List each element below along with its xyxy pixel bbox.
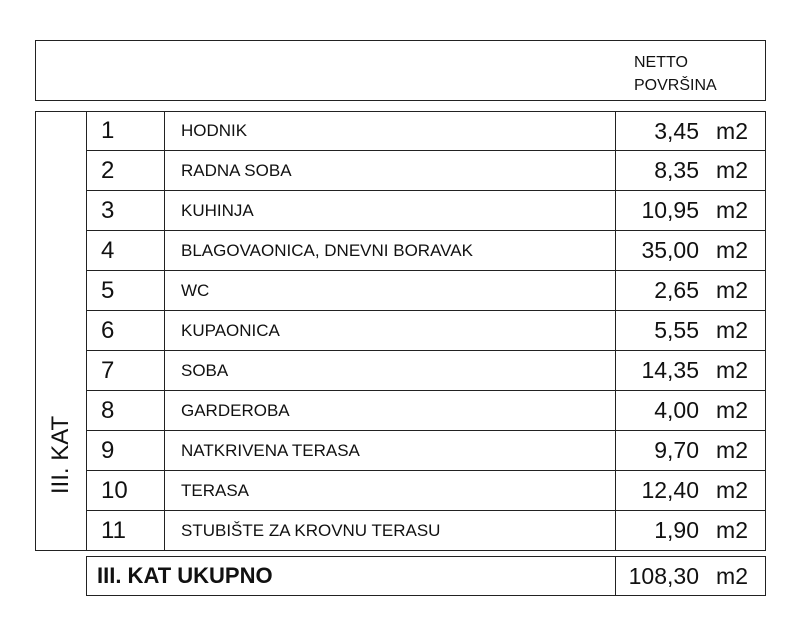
room-area-value: 14,35 (641, 357, 699, 383)
room-area-cell (616, 351, 765, 390)
room-area-cell (616, 112, 765, 150)
table-row (86, 391, 766, 431)
room-area-unit: m2 (716, 157, 748, 183)
room-area-cell (616, 191, 765, 230)
room-area-cell (616, 231, 765, 270)
total-area-cell (616, 557, 765, 595)
room-area-unit: m2 (716, 117, 748, 144)
room-area-unit: m2 (716, 517, 748, 543)
room-area-value: 12,40 (641, 477, 699, 503)
table-row (86, 191, 766, 231)
table-row (86, 151, 766, 191)
room-table (86, 111, 766, 551)
table-row (86, 231, 766, 271)
room-area-cell (616, 311, 765, 350)
table-row (86, 351, 766, 391)
floor-label: III. KAT (47, 415, 74, 495)
netto-area-header (634, 51, 717, 97)
header-line2: POVRŠINA (634, 77, 717, 94)
total-area-unit: m2 (716, 562, 748, 589)
room-area-value: 9,70 (654, 437, 699, 463)
room-area-unit: m2 (716, 237, 748, 263)
room-area-cell (616, 151, 765, 190)
room-area-cell (616, 471, 765, 510)
room-area-unit: m2 (716, 277, 748, 303)
room-number: 4 (87, 231, 165, 270)
table-row (86, 111, 766, 151)
room-area-unit: m2 (716, 397, 748, 423)
header-line1: NETTO (634, 54, 688, 71)
room-area-value: 10,95 (641, 197, 699, 223)
room-number: 1 (87, 112, 165, 150)
room-number: 8 (87, 391, 165, 430)
room-area-unit: m2 (716, 437, 748, 463)
room-name: KUPAONICA (165, 311, 616, 350)
room-area-value: 3,45 (654, 117, 699, 144)
room-area-value: 5,55 (654, 317, 699, 343)
room-area-value: 1,90 (654, 517, 699, 543)
total-label: III. KAT UKUPNO (87, 557, 616, 595)
table-row (86, 511, 766, 551)
room-name: NATKRIVENA TERASA (165, 431, 616, 470)
room-area-unit: m2 (716, 477, 748, 503)
room-name: WC (165, 271, 616, 310)
room-name: RADNA SOBA (165, 151, 616, 190)
room-number: 6 (87, 311, 165, 350)
room-name: KUHINJA (165, 191, 616, 230)
room-area-unit: m2 (716, 357, 748, 383)
room-name: HODNIK (165, 112, 616, 150)
room-name: BLAGOVAONICA, DNEVNI BORAVAK (165, 231, 616, 270)
room-number: 7 (87, 351, 165, 390)
total-area-value: 108,30 (628, 562, 699, 589)
table-row (86, 311, 766, 351)
total-row (86, 556, 766, 596)
table-row (86, 271, 766, 311)
room-number: 9 (87, 431, 165, 470)
room-area-value: 4,00 (654, 397, 699, 423)
room-number: 5 (87, 271, 165, 310)
room-name: GARDEROBA (165, 391, 616, 430)
room-name: SOBA (165, 351, 616, 390)
room-area-cell (616, 431, 765, 470)
room-number: 11 (87, 511, 165, 550)
room-name: STUBIŠTE ZA KROVNU TERASU (165, 511, 616, 550)
table-row (86, 471, 766, 511)
room-area-value: 35,00 (641, 237, 699, 263)
room-area-value: 8,35 (654, 157, 699, 183)
room-number: 10 (87, 471, 165, 510)
room-area-cell (616, 391, 765, 430)
room-area-value: 2,65 (654, 277, 699, 303)
room-area-cell (616, 271, 765, 310)
table-row (86, 431, 766, 471)
room-number: 3 (87, 191, 165, 230)
room-number: 2 (87, 151, 165, 190)
room-name: TERASA (165, 471, 616, 510)
room-area-cell (616, 511, 765, 550)
room-area-unit: m2 (716, 197, 748, 223)
room-area-unit: m2 (716, 317, 748, 343)
